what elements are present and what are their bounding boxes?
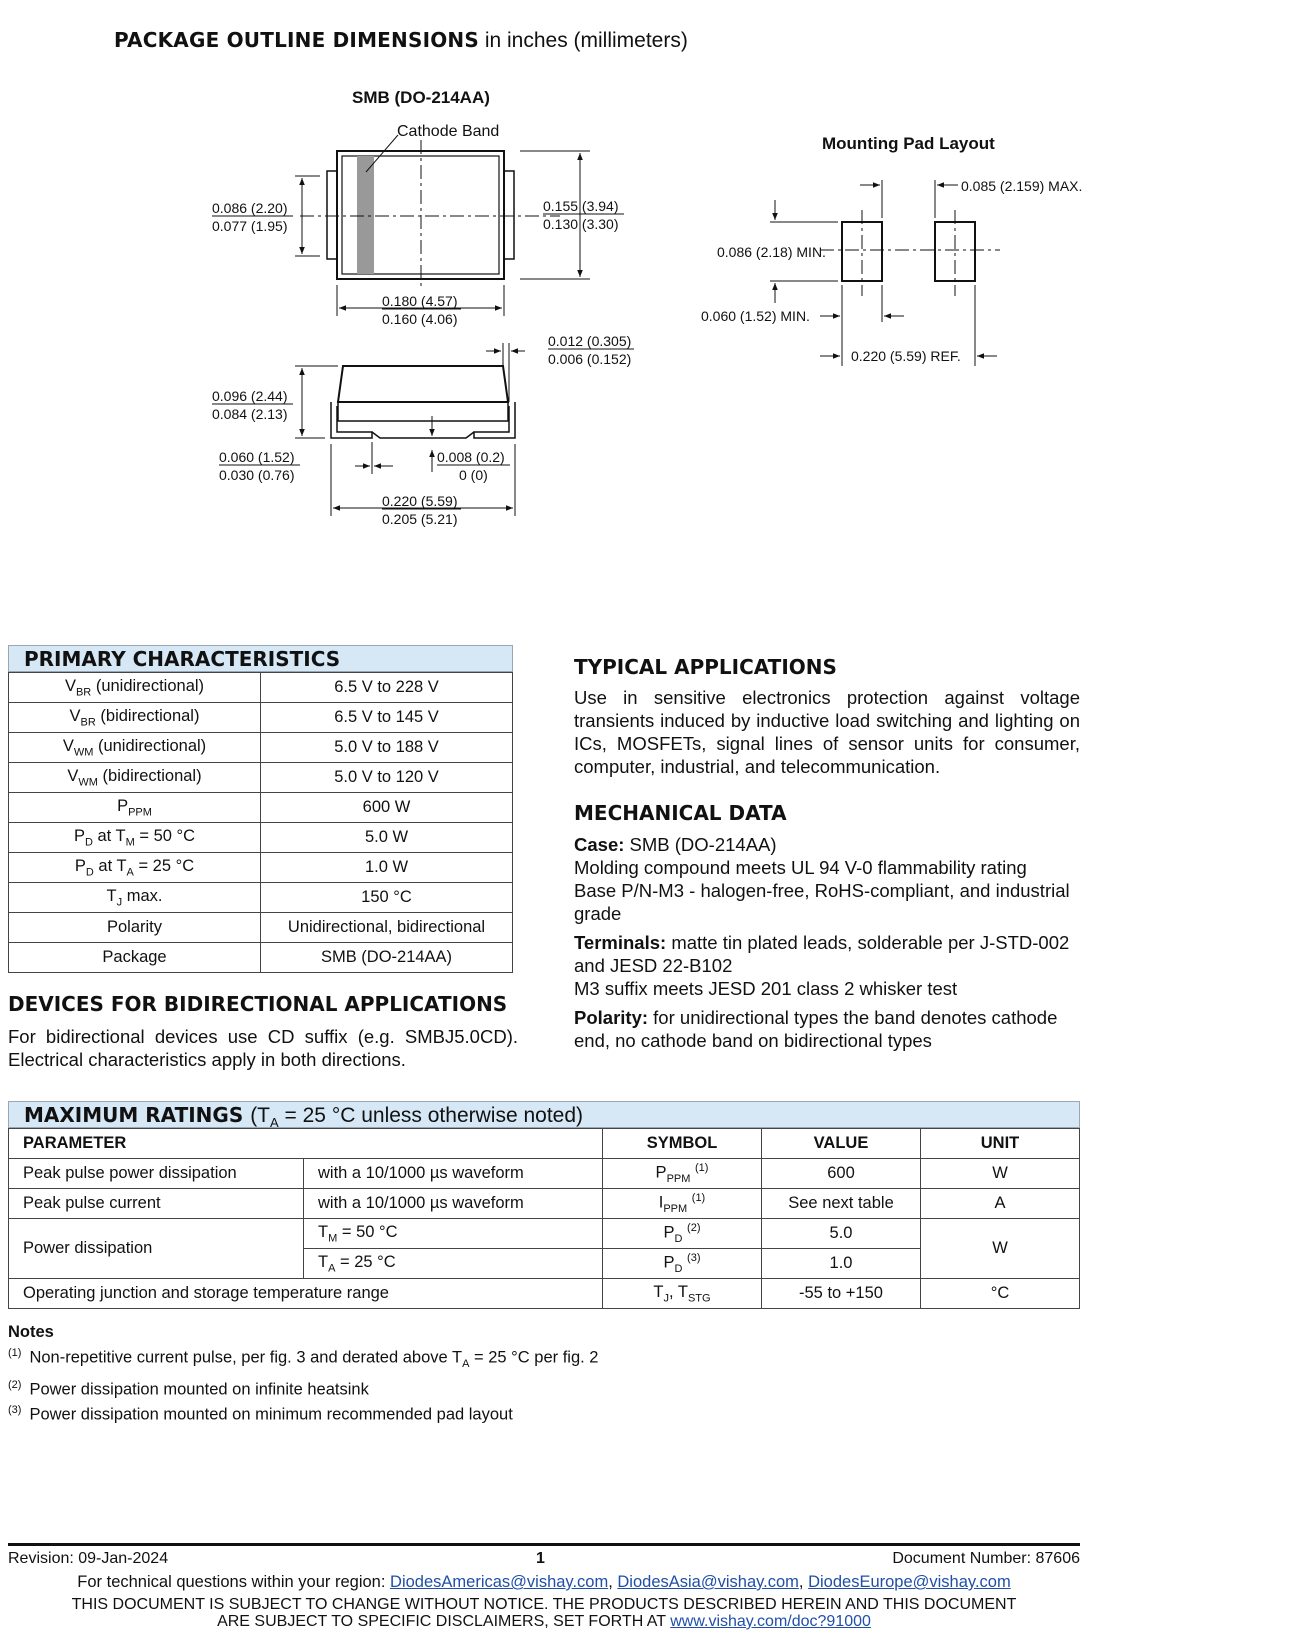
- cond-cell: [304, 1219, 603, 1249]
- cond-cell: [304, 1249, 603, 1279]
- max-ratings-grid: [8, 1128, 1080, 1309]
- maximum-ratings-table: [8, 1101, 1080, 1309]
- maximum-ratings-condition: [250, 1104, 584, 1131]
- value-cell: 1.0: [762, 1249, 921, 1279]
- footer-rule: [8, 1543, 1080, 1546]
- table-row: [9, 1279, 1080, 1309]
- document-number: Document Number: 87606: [892, 1550, 1080, 1567]
- table-header-row: [9, 1129, 1080, 1159]
- note-2-text: Power dissipation mounted on infinite heatsink: [29, 1380, 369, 1399]
- characteristic-cell: [9, 793, 261, 823]
- char-rest: at T: [93, 856, 127, 875]
- email-asia-link[interactable]: DiodesAsia@vishay.com: [617, 1573, 799, 1591]
- char-sub: D: [84, 836, 93, 849]
- char-sub: J: [116, 896, 123, 909]
- value-cell: See next table: [762, 1189, 921, 1219]
- header-symbol: SYMBOL: [603, 1129, 762, 1159]
- dim-standoff-bot: 0 (0): [459, 467, 488, 483]
- table-row: [9, 1159, 1080, 1189]
- table-row: [9, 793, 513, 823]
- dim-foot-bot: 0.030 (0.76): [219, 467, 295, 483]
- sym-sub: J: [663, 1292, 669, 1305]
- char-sub: WM: [78, 776, 98, 789]
- char-sym: Package: [102, 948, 167, 966]
- dim-ht-top: 0.096 (2.44): [212, 388, 288, 404]
- maximum-ratings-title-text: MAXIMUM RATINGS: [24, 1103, 244, 1127]
- unit-cell: °C: [921, 1279, 1080, 1309]
- char-sub: BR: [75, 686, 92, 699]
- char-sub2: A: [126, 866, 134, 879]
- molding-text: Molding compound meets UL 94 V-0 flammability rating: [574, 857, 1027, 878]
- note-2-mark: (2): [8, 1378, 22, 1391]
- sym-sup: (2): [687, 1222, 701, 1235]
- notes: [8, 1322, 598, 1426]
- table-row: [9, 1189, 1080, 1219]
- case-label: Case:: [574, 834, 625, 855]
- package-title-bold: PACKAGE OUTLINE DIMENSIONS: [114, 28, 479, 52]
- char-sub: WM: [73, 746, 94, 759]
- char-rest: (bidirectional): [97, 766, 202, 785]
- sym: P: [663, 1223, 675, 1242]
- dim-width-top: 0.155 (3.94): [543, 198, 619, 214]
- value-cell: SMB (DO-214AA): [261, 943, 513, 973]
- value-cell: 6.5 V to 228 V: [261, 673, 513, 703]
- sym-sup: (1): [691, 1192, 706, 1205]
- c-sub: M: [328, 1232, 338, 1245]
- param-cell: Peak pulse current: [9, 1189, 304, 1219]
- dim-lead-top: 0.012 (0.305): [548, 333, 632, 349]
- header-value: VALUE: [762, 1129, 921, 1159]
- revision: Revision: 09-Jan-2024: [8, 1550, 169, 1567]
- sym-sub2: STG: [687, 1292, 711, 1305]
- pad-min-w: 0.060 (1.52) MIN.: [701, 308, 810, 324]
- char-rest: (bidirectional): [95, 706, 200, 725]
- characteristic-cell: [9, 763, 261, 793]
- characteristic-cell: [9, 883, 261, 913]
- dim-lead-bot: 0.006 (0.152): [548, 351, 632, 367]
- pad-min-h: 0.086 (2.18) MIN.: [717, 244, 826, 260]
- top-view: [212, 123, 624, 327]
- characteristic-cell: [9, 733, 261, 763]
- table-row: [9, 703, 513, 733]
- char-sym: Polarity: [106, 918, 163, 936]
- value-cell: 600: [762, 1159, 921, 1189]
- unit-cell: A: [921, 1189, 1080, 1219]
- table-row: [9, 673, 513, 703]
- technical-contacts: [0, 1573, 1088, 1592]
- c: T: [318, 1252, 329, 1271]
- char-sym: P: [74, 856, 86, 875]
- value-cell: 6.5 V to 145 V: [261, 703, 513, 733]
- sym-sub: PPM: [666, 1172, 691, 1185]
- cond-sub: A: [270, 1115, 279, 1131]
- m3-text: M3 suffix meets JESD 201 class 2 whisker test: [574, 978, 958, 999]
- header-parameter: PARAMETER: [9, 1129, 603, 1159]
- char-sym: V: [69, 706, 81, 725]
- char-rest: (unidirectional): [93, 736, 207, 755]
- disclaimer-link[interactable]: www.vishay.com/doc?91000: [670, 1613, 871, 1630]
- note-2: [8, 1375, 598, 1401]
- char-sub2: M: [125, 836, 135, 849]
- note-3: [8, 1400, 598, 1426]
- dim-height-top: 0.086 (2.20): [212, 200, 288, 216]
- characteristic-cell: [9, 943, 261, 973]
- note-1-sub: A: [462, 1357, 470, 1370]
- symbol-cell: [603, 1279, 762, 1309]
- cond-post: = 25 °C unless otherwise noted): [278, 1104, 584, 1127]
- value-cell: 150 °C: [261, 883, 513, 913]
- note-1-post: = 25 °C per fig. 2: [469, 1348, 599, 1367]
- typical-applications-title: TYPICAL APPLICATIONS: [574, 655, 837, 679]
- char-sym: T: [106, 886, 117, 905]
- polarity-label: Polarity:: [574, 1007, 649, 1028]
- characteristic-cell: [9, 913, 261, 943]
- typical-applications-text: Use in sensitive electronics protection against voltage transients induced by inductive load switching and lighting on ICs, MOSFETs, signal lines of sensor units for consumer, computer, industrial, and telecommunication.: [574, 687, 1080, 777]
- c-post: = 50 °C: [337, 1222, 398, 1241]
- cathode-band-label: Cathode Band: [397, 123, 500, 140]
- dim-length-bot: 0.160 (4.06): [382, 311, 458, 327]
- value-cell: 600 W: [261, 793, 513, 823]
- bidirectional-title: DEVICES FOR BIDIRECTIONAL APPLICATIONS: [8, 992, 508, 1016]
- characteristic-cell: [9, 673, 261, 703]
- table-row: [9, 853, 513, 883]
- symbol-cell: [603, 1219, 762, 1249]
- char-rest: max.: [122, 886, 163, 905]
- c-post: = 25 °C: [335, 1252, 396, 1271]
- dim-height-bot: 0.077 (1.95): [212, 218, 288, 234]
- package-drawing: [0, 0, 1298, 560]
- sym: P: [663, 1253, 675, 1272]
- characteristic-cell: [9, 823, 261, 853]
- disclaimer-line-2: [0, 1613, 1088, 1630]
- characteristic-cell: [9, 703, 261, 733]
- c: T: [318, 1222, 329, 1241]
- param-cell: Power dissipation: [9, 1219, 304, 1279]
- pad-ref: 0.220 (5.59) REF.: [851, 348, 961, 364]
- sym-sep: , T: [669, 1282, 688, 1301]
- pad-max: 0.085 (2.159) MAX.: [961, 178, 1083, 194]
- note-1-mark: (1): [8, 1347, 22, 1359]
- sym: P: [655, 1163, 667, 1182]
- sym-sup: (3): [687, 1252, 701, 1265]
- cond-cell: with a 10/1000 µs waveform: [304, 1159, 603, 1189]
- dim-width-bot: 0.130 (3.30): [543, 216, 619, 232]
- value-cell: 5.0 V to 120 V: [261, 763, 513, 793]
- sym-sub: D: [674, 1232, 683, 1245]
- char-rest2: = 25 °C: [133, 856, 195, 875]
- header-unit: UNIT: [921, 1129, 1080, 1159]
- smb-label: SMB (DO-214AA): [352, 88, 490, 107]
- char-rest2: = 50 °C: [134, 826, 196, 845]
- dim-total-bot: 0.205 (5.21): [382, 511, 458, 527]
- char-rest: at T: [92, 826, 126, 845]
- primary-grid: [8, 672, 513, 973]
- tech-pre: For technical questions within your region:: [77, 1573, 391, 1591]
- char-rest: (unidirectional): [91, 676, 205, 695]
- table-row: [9, 823, 513, 853]
- dim-standoff-top: 0.008 (0.2): [437, 449, 505, 465]
- sym-sub: D: [674, 1262, 683, 1275]
- page-number: 1: [536, 1550, 545, 1567]
- sep: ,: [798, 1573, 809, 1591]
- cond-pre: (T: [250, 1104, 271, 1127]
- value-cell: Unidirectional, bidirectional: [261, 913, 513, 943]
- dim-length-top: 0.180 (4.57): [382, 293, 458, 309]
- notes-title: Notes: [8, 1323, 54, 1341]
- symbol-cell: [603, 1159, 762, 1189]
- note-1: [8, 1343, 598, 1375]
- table-row: [9, 943, 513, 973]
- c-sub: A: [328, 1262, 336, 1275]
- email-europe-link[interactable]: DiodesEurope@vishay.com: [808, 1573, 1011, 1591]
- terminals-value: matte tin plated leads, solderable per J-STD-002 and JESD 22-B102: [574, 932, 1070, 976]
- char-sub: BR: [80, 716, 96, 729]
- maximum-ratings-title: [8, 1101, 1080, 1131]
- note-1-pre: Non-repetitive current pulse, per fig. 3 and derated above T: [29, 1348, 463, 1367]
- param-cell: Peak pulse power dissipation: [9, 1159, 304, 1189]
- char-sym: P: [117, 796, 129, 815]
- disclaimer: [0, 1596, 1088, 1630]
- primary-characteristics-title: PRIMARY CHARACTERISTICS: [8, 645, 513, 672]
- symbol-cell: [603, 1189, 762, 1219]
- table-row: [9, 1219, 1080, 1249]
- value-cell: 1.0 W: [261, 853, 513, 883]
- table-row: [9, 913, 513, 943]
- table-row: [9, 733, 513, 763]
- char-sym: V: [62, 736, 74, 755]
- char-sym: P: [73, 826, 85, 845]
- unit-cell: W: [921, 1159, 1080, 1189]
- sym: T: [653, 1282, 664, 1301]
- param-cell: Operating junction and storage temperature range: [9, 1279, 603, 1309]
- mechanical-data-title: MECHANICAL DATA: [574, 801, 787, 825]
- value-cell: 5.0: [762, 1219, 921, 1249]
- note-3-text: Power dissipation mounted on minimum recommended pad layout: [29, 1405, 513, 1424]
- characteristic-cell: [9, 853, 261, 883]
- case-value: SMB (DO-214AA): [624, 834, 777, 855]
- side-view: [212, 333, 634, 527]
- disclaimer-2-text: ARE SUBJECT TO SPECIFIC DISCLAIMERS, SET FORTH AT: [217, 1613, 671, 1630]
- unit-cell: W: [921, 1219, 1080, 1279]
- polarity-value: for unidirectional types the band denotes cathode end, no cathode band on bidirectional types: [574, 1007, 1058, 1051]
- cond-cell: with a 10/1000 µs waveform: [304, 1189, 603, 1219]
- sep: ,: [608, 1573, 618, 1591]
- table-row: [9, 883, 513, 913]
- pad-layout-label: Mounting Pad Layout: [822, 134, 995, 153]
- symbol-cell: [603, 1249, 762, 1279]
- mechanical-data-text: [574, 833, 1084, 1052]
- dim-ht-bot: 0.084 (2.13): [212, 406, 288, 422]
- sym: I: [658, 1193, 664, 1212]
- value-cell: -55 to +150: [762, 1279, 921, 1309]
- sym-sup: (1): [695, 1162, 709, 1175]
- char-sym: V: [67, 766, 79, 785]
- value-cell: 5.0 V to 188 V: [261, 733, 513, 763]
- base-text: Base P/N-M3 - halogen-free, RoHS-compliant, and industrial grade: [574, 880, 1070, 924]
- mounting-pad-layout: [701, 134, 1082, 366]
- note-3-mark: (3): [8, 1404, 22, 1417]
- bidirectional-text: For bidirectional devices use CD suffix (e.g. SMBJ5.0CD). Electrical characteristics apply in both directions.: [8, 1026, 518, 1070]
- package-title-suffix: in inches (millimeters): [484, 29, 688, 52]
- sym-sub: PPM: [663, 1202, 688, 1215]
- disclaimer-line-1: THIS DOCUMENT IS SUBJECT TO CHANGE WITHOUT NOTICE. THE PRODUCTS DESCRIBED HEREIN AND THIS DOCUMENT: [71, 1596, 1017, 1613]
- email-americas-link[interactable]: DiodesAmericas@vishay.com: [390, 1573, 609, 1591]
- dim-foot-top: 0.060 (1.52): [219, 449, 295, 465]
- dim-total-top: 0.220 (5.59): [382, 493, 458, 509]
- table-row: [9, 763, 513, 793]
- cathode-band-stripe: [357, 156, 374, 274]
- value-cell: 5.0 W: [261, 823, 513, 853]
- char-sub: D: [85, 866, 94, 879]
- char-sym: V: [64, 676, 76, 695]
- char-sub: PPM: [128, 806, 152, 819]
- terminals-label: Terminals:: [574, 932, 667, 953]
- primary-characteristics-table: [8, 645, 513, 973]
